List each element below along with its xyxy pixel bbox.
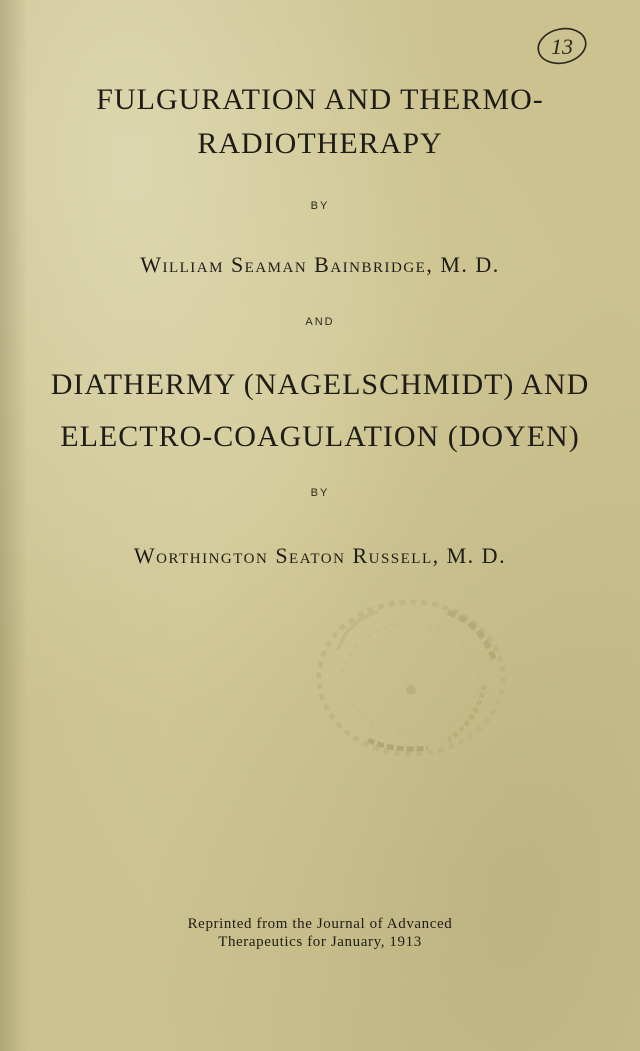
reprint-note-line-1: Reprinted from the Journal of Advanced — [187, 916, 453, 932]
title-line-2: RADIOTHERAPY — [197, 127, 443, 160]
library-stamp-icon — [308, 590, 514, 765]
shelfmark-number: 13 — [551, 34, 573, 59]
handwritten-shelfmark — [532, 24, 592, 68]
by-label-1: BY — [310, 200, 330, 212]
title-line-4: ELECTRO-COAGULATION (DOYEN) — [60, 420, 580, 453]
reprint-note-line-2: Therapeutics for January, 1913 — [218, 934, 422, 950]
title-line-1: FULGURATION AND THERMO- — [96, 83, 544, 116]
title-line-3: DIATHERMY (NAGELSCHMIDT) AND — [50, 368, 590, 401]
by-label-2: BY — [310, 487, 330, 499]
author-2: Worthington Seaton Russell, M. D. — [133, 543, 507, 568]
and-label: AND — [305, 316, 335, 328]
author-1: William Seaman Bainbridge, M. D. — [140, 252, 500, 277]
